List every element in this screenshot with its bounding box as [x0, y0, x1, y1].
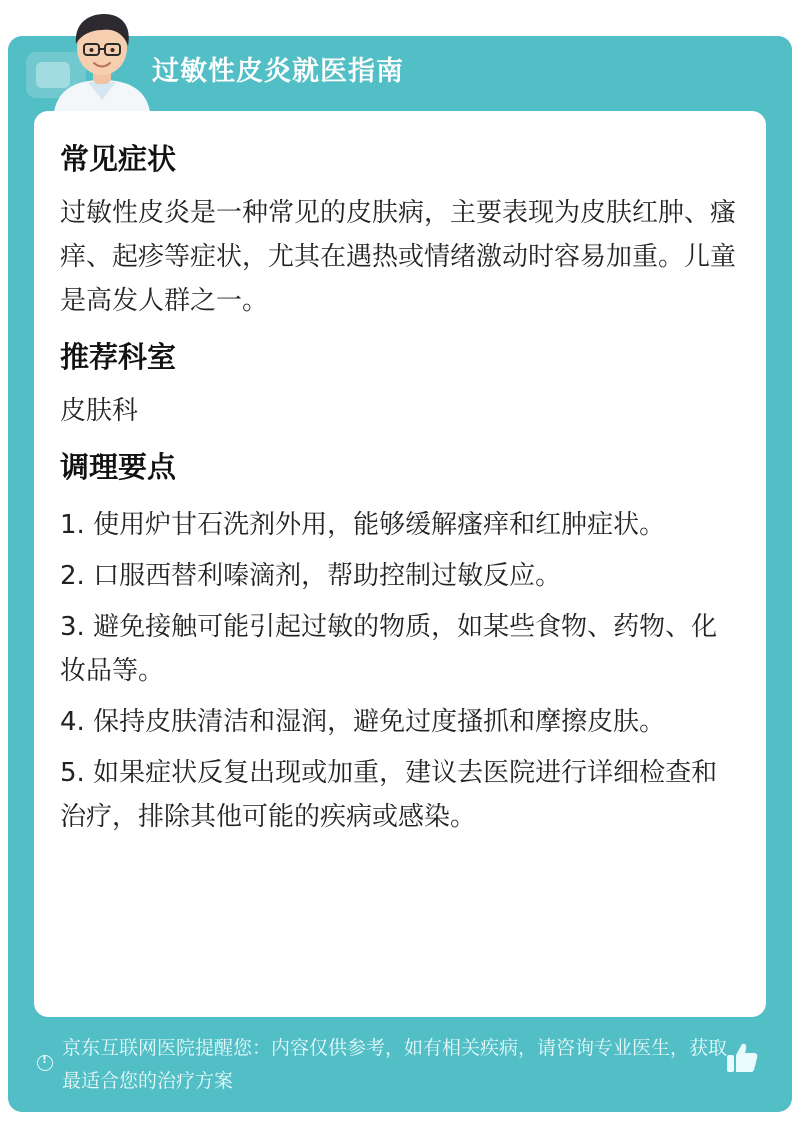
list-item: 2. 口服西替利嗪滴剂，帮助控制过敏反应。 [60, 561, 562, 591]
list-item: 5. 如果症状反复出现或加重，建议去医院进行详细检查和治疗，排除其他可能的疾病或感染。 [60, 758, 718, 832]
footer-notice-text: 京东互联网医院提醒您：内容仅供参考，如有相关疾病，请咨询专业医生，获取最适合您的治疗方案 [62, 1037, 728, 1092]
list-item: 4. 保持皮肤清洁和湿润，避免过度搔抓和摩擦皮肤。 [60, 707, 666, 737]
section-title-department: 推荐科室 [60, 340, 177, 374]
section-title-care: 调理要点 [60, 450, 177, 484]
doctor-avatar-icon [48, 8, 156, 112]
thumbs-up-icon[interactable] [724, 1040, 760, 1076]
content-card [34, 111, 766, 1017]
list-item: 1. 使用炉甘石洗剂外用，能够缓解瘙痒和红肿症状。 [60, 510, 666, 540]
department-text: 皮肤科 [60, 396, 139, 426]
symptoms-text: 过敏性皮炎是一种常见的皮肤病，主要表现为皮肤红肿、瘙痒、起疹等症状，尤其在遇热或情绪激动时容易加重。儿童是高发人群之一。 [60, 198, 737, 316]
list-item: 3. 避免接触可能引起过敏的物质，如某些食物、药物、化妆品等。 [60, 612, 718, 686]
page-title: 过敏性皮炎就医指南 [152, 56, 404, 87]
info-icon [37, 1055, 53, 1071]
section-title-symptoms: 常见症状 [60, 142, 177, 176]
